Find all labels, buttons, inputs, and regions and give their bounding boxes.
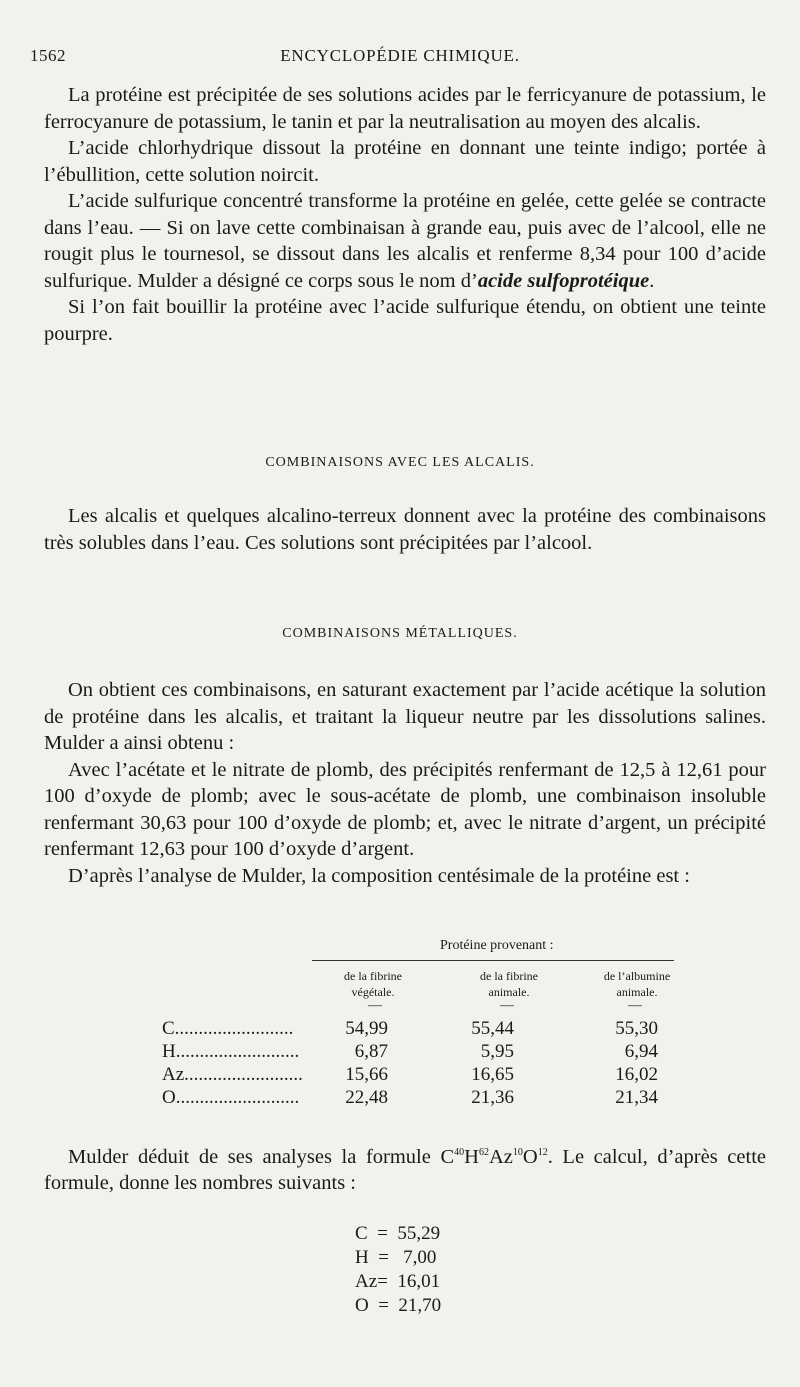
paragraph: Si l’on fait bouillir la protéine avec l’acide sulfurique étendu, on obtient une teinte pourpre.: [44, 296, 766, 345]
table-row: [0, 1087, 800, 1111]
superscript: 10: [512, 1147, 523, 1158]
paragraph-text: L’acide sulfurique concentré transforme la protéine en gelée, cette gelée se contracte dans l’eau. — Si on lave cette combinaisan à grande eau, puis avec de l’alcool, elle ne rougit plus le tournesol, se dissout dans les alcalis et renferme 8,34 pour 100 d’acide sulfurique. Mulder a désigné ce corps sous le nom d’: [44, 190, 766, 292]
element-label: C.........................: [162, 1018, 294, 1039]
paragraph: [44, 188, 766, 294]
section-heading: COMBINAISONS MÉTALLIQUES.: [282, 626, 518, 641]
table-cell: 6,87: [354, 1041, 388, 1062]
italic-term: acide sulfoprotéique: [477, 269, 650, 292]
table-caption: Protéine provenant :: [440, 938, 554, 953]
page-number: 1562: [30, 46, 66, 65]
text-block-4: [44, 1140, 766, 1197]
column-dash: —: [368, 998, 382, 1013]
table-cell: 5,95: [480, 1041, 514, 1062]
section-heading: COMBINAISONS AVEC LES ALCALIS.: [265, 455, 535, 470]
text-block-3: [44, 677, 766, 889]
paragraph-text: Az: [488, 1145, 513, 1168]
element-label: H..........................: [162, 1041, 300, 1062]
table-cell: 16,65: [471, 1064, 514, 1085]
paragraph: La protéine est précipitée de ses solutions acides par le ferricyanure de potassium, le ferrocyanure de potassium, le tanin et par la neutralisation au moyen des alcalis.: [44, 84, 766, 133]
table-cell: 54,99: [345, 1018, 388, 1039]
column-dash: —: [628, 998, 642, 1013]
column-header: [582, 968, 692, 1000]
formula-line: Az= 16,01: [355, 1271, 441, 1292]
superscript: 62: [478, 1147, 489, 1158]
paragraph-text: O: [522, 1145, 538, 1168]
column-header-line: végétale.: [351, 985, 395, 999]
element-label: Az.........................: [162, 1064, 303, 1085]
paragraph-text: H: [464, 1145, 479, 1168]
paragraph: D’après l’analyse de Mulder, la composition centésimale de la protéine est :: [68, 864, 690, 887]
column-header: [318, 968, 428, 1000]
table-row: [0, 1041, 800, 1065]
text-block-1: [44, 82, 766, 347]
running-title: ENCYCLOPÉDIE CHIMIQUE.: [280, 46, 520, 65]
column-header-line: animale.: [616, 985, 658, 999]
formula-block: [355, 1222, 441, 1318]
table-rule: [312, 960, 674, 961]
table-row: [0, 1064, 800, 1088]
table-cell: 21,36: [471, 1087, 514, 1108]
superscript: 40: [454, 1147, 465, 1158]
column-header-line: animale.: [488, 985, 530, 999]
column-header-line: de la fibrine: [344, 969, 402, 983]
page-header: [30, 46, 770, 76]
paragraph-text: . Le calcul, d’après cette formule, donne les nombres suivants :: [44, 1145, 766, 1195]
formula-line: C = 55,29: [355, 1223, 441, 1244]
paragraph-text: Mulder déduit de ses analyses la formule C: [68, 1145, 455, 1168]
table-row: [0, 1018, 800, 1042]
table-cell: 22,48: [345, 1087, 388, 1108]
column-dash: —: [500, 998, 514, 1013]
formula-line: O = 21,70: [355, 1295, 442, 1316]
paragraph: L’acide chlorhydrique dissout la protéine en donnant une teinte indigo; portée à l’ébullition, cette solution noircit.: [44, 137, 766, 186]
column-header-line: de la fibrine: [480, 969, 538, 983]
paragraph: Les alcalis et quelques alcalino-terreux donnent avec la protéine des combinaisons très solubles dans l’eau. Ces solutions sont précipitées par l’alcool.: [44, 505, 766, 554]
element-label: O..........................: [162, 1087, 300, 1108]
table-cell: 55,30: [615, 1018, 658, 1039]
table-cell: 15,66: [345, 1064, 388, 1085]
table-cell: 6,94: [624, 1041, 658, 1062]
paragraph: On obtient ces combinaisons, en saturant exactement par l’acide acétique la solution de protéine dans les alcalis, et traitant la liqueur neutre par les dissolutions salines. Mulder a ainsi obtenu :: [44, 679, 766, 754]
table-cell: 21,34: [615, 1087, 658, 1108]
formula-line: H = 7,00: [355, 1247, 437, 1268]
paragraph-text: .: [649, 269, 655, 292]
superscript: 12: [537, 1147, 548, 1158]
paragraph: [44, 1140, 766, 1197]
paragraph: Avec l’acétate et le nitrate de plomb, des précipités renfermant de 12,5 à 12,61 pour 100 d’oxyde de plomb; avec le sous-acétate de plomb, une combinaison insoluble renfermant 30,63 pour 100 d’oxyde de plomb; et, avec le nitrate d’argent, un précipité renfermant 12,63 pour 100 d’oxyde d’argent.: [44, 758, 766, 860]
table-cell: 55,44: [471, 1018, 514, 1039]
column-header-line: de l’albumine: [603, 969, 671, 983]
column-header: [454, 968, 564, 1000]
text-block-2: [44, 503, 766, 556]
table-cell: 16,02: [615, 1064, 658, 1085]
